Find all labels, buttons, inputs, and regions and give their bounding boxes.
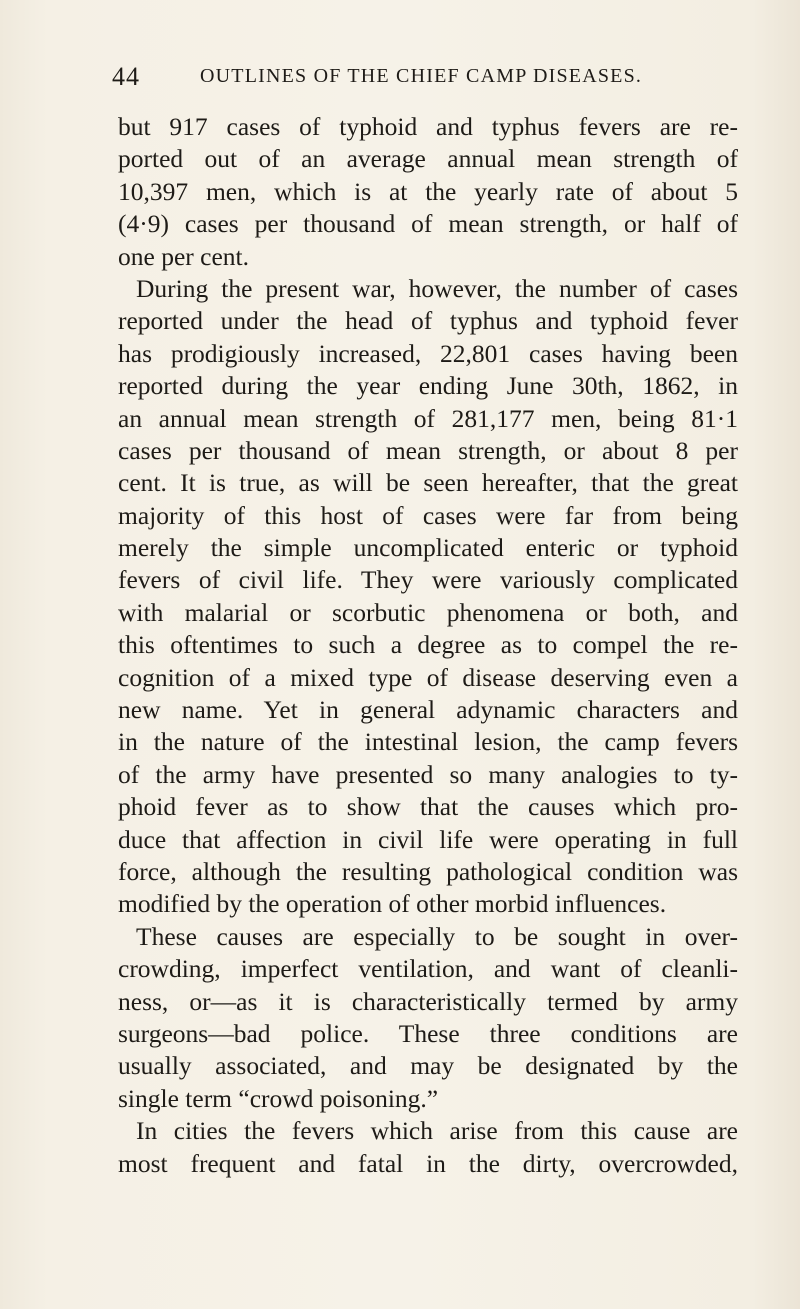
text-line: an annual mean strength of 281,177 men, being 81·1 (118, 403, 738, 433)
paragraph (118, 921, 738, 1115)
running-head: OUTLINES OF THE CHIEF CAMP DISEASES. (200, 65, 643, 87)
text-line: most frequent and fatal in the dirty, overcrowded, (118, 1148, 738, 1178)
text-line: one per cent. (118, 241, 249, 271)
text-line: duce that affection in civil life were operating in full (118, 824, 738, 854)
text-line: (4·9) cases per thousand of mean strength, or half of (118, 209, 738, 239)
text-line: cent. It is true, as will be seen hereafter, that the great (118, 468, 738, 498)
text-line: single term “crowd poisoning.” (118, 1083, 439, 1113)
text-line: usually associated, and may be designated by the (118, 1051, 738, 1081)
text-line: has prodigiously increased, 22,801 cases having been (118, 338, 738, 368)
paragraph (118, 111, 738, 273)
text-line: in the nature of the intestinal lesion, the camp fevers (118, 727, 738, 757)
paragraph (118, 273, 738, 921)
text-line: but 917 cases of typhoid and typhus fevers are re- (118, 112, 738, 141)
text-line: cases per thousand of mean strength, or about 8 per (118, 435, 738, 465)
text-line: These causes are especially to be sought in over- (136, 921, 738, 951)
text-line: 10,397 men, which is at the yearly rate of about 5 (118, 176, 738, 206)
text-line: crowding, imperfect ventilation, and want of cleanli- (118, 954, 738, 984)
text-line: force, although the resulting pathological condition was (118, 856, 738, 886)
text-line: ported out of an average annual mean strength of (118, 144, 738, 174)
text-line: In cities the fevers which arise from this cause are (136, 1116, 738, 1146)
text-line: merely the simple uncomplicated enteric or typhoid (118, 533, 738, 563)
text-line: reported under the head of typhus and typhoid fever (118, 306, 738, 336)
page-header (112, 62, 702, 92)
text-line: reported during the year ending June 30th, 1862, in (118, 371, 738, 401)
text-line: fevers of civil life. They were variously complicated (118, 565, 738, 595)
text-line: ness, or—as it is characteristically termed by army (118, 986, 738, 1016)
text-line: new name. Yet in general adynamic characters and (118, 695, 738, 725)
text-line: of the army have presented so many analogies to ty- (118, 759, 738, 789)
text-line: During the present war, however, the number of cases (136, 273, 738, 303)
page-number: 44 (112, 62, 140, 91)
text-line: surgeons—bad police. These three conditions are (118, 1018, 738, 1048)
text-line: cognition of a mixed type of disease deserving even a (118, 662, 738, 692)
text-line: majority of this host of cases were far from being (118, 500, 738, 530)
text-line: with malarial or scorbutic phenomena or both, and (118, 597, 738, 627)
text-line: modified by the operation of other morbid influences. (118, 889, 667, 919)
paragraph (118, 1115, 738, 1180)
text-line: phoid fever as to show that the causes which pro- (118, 792, 738, 822)
body-text (118, 111, 738, 1180)
text-line: this oftentimes to such a degree as to compel the re- (118, 630, 738, 660)
